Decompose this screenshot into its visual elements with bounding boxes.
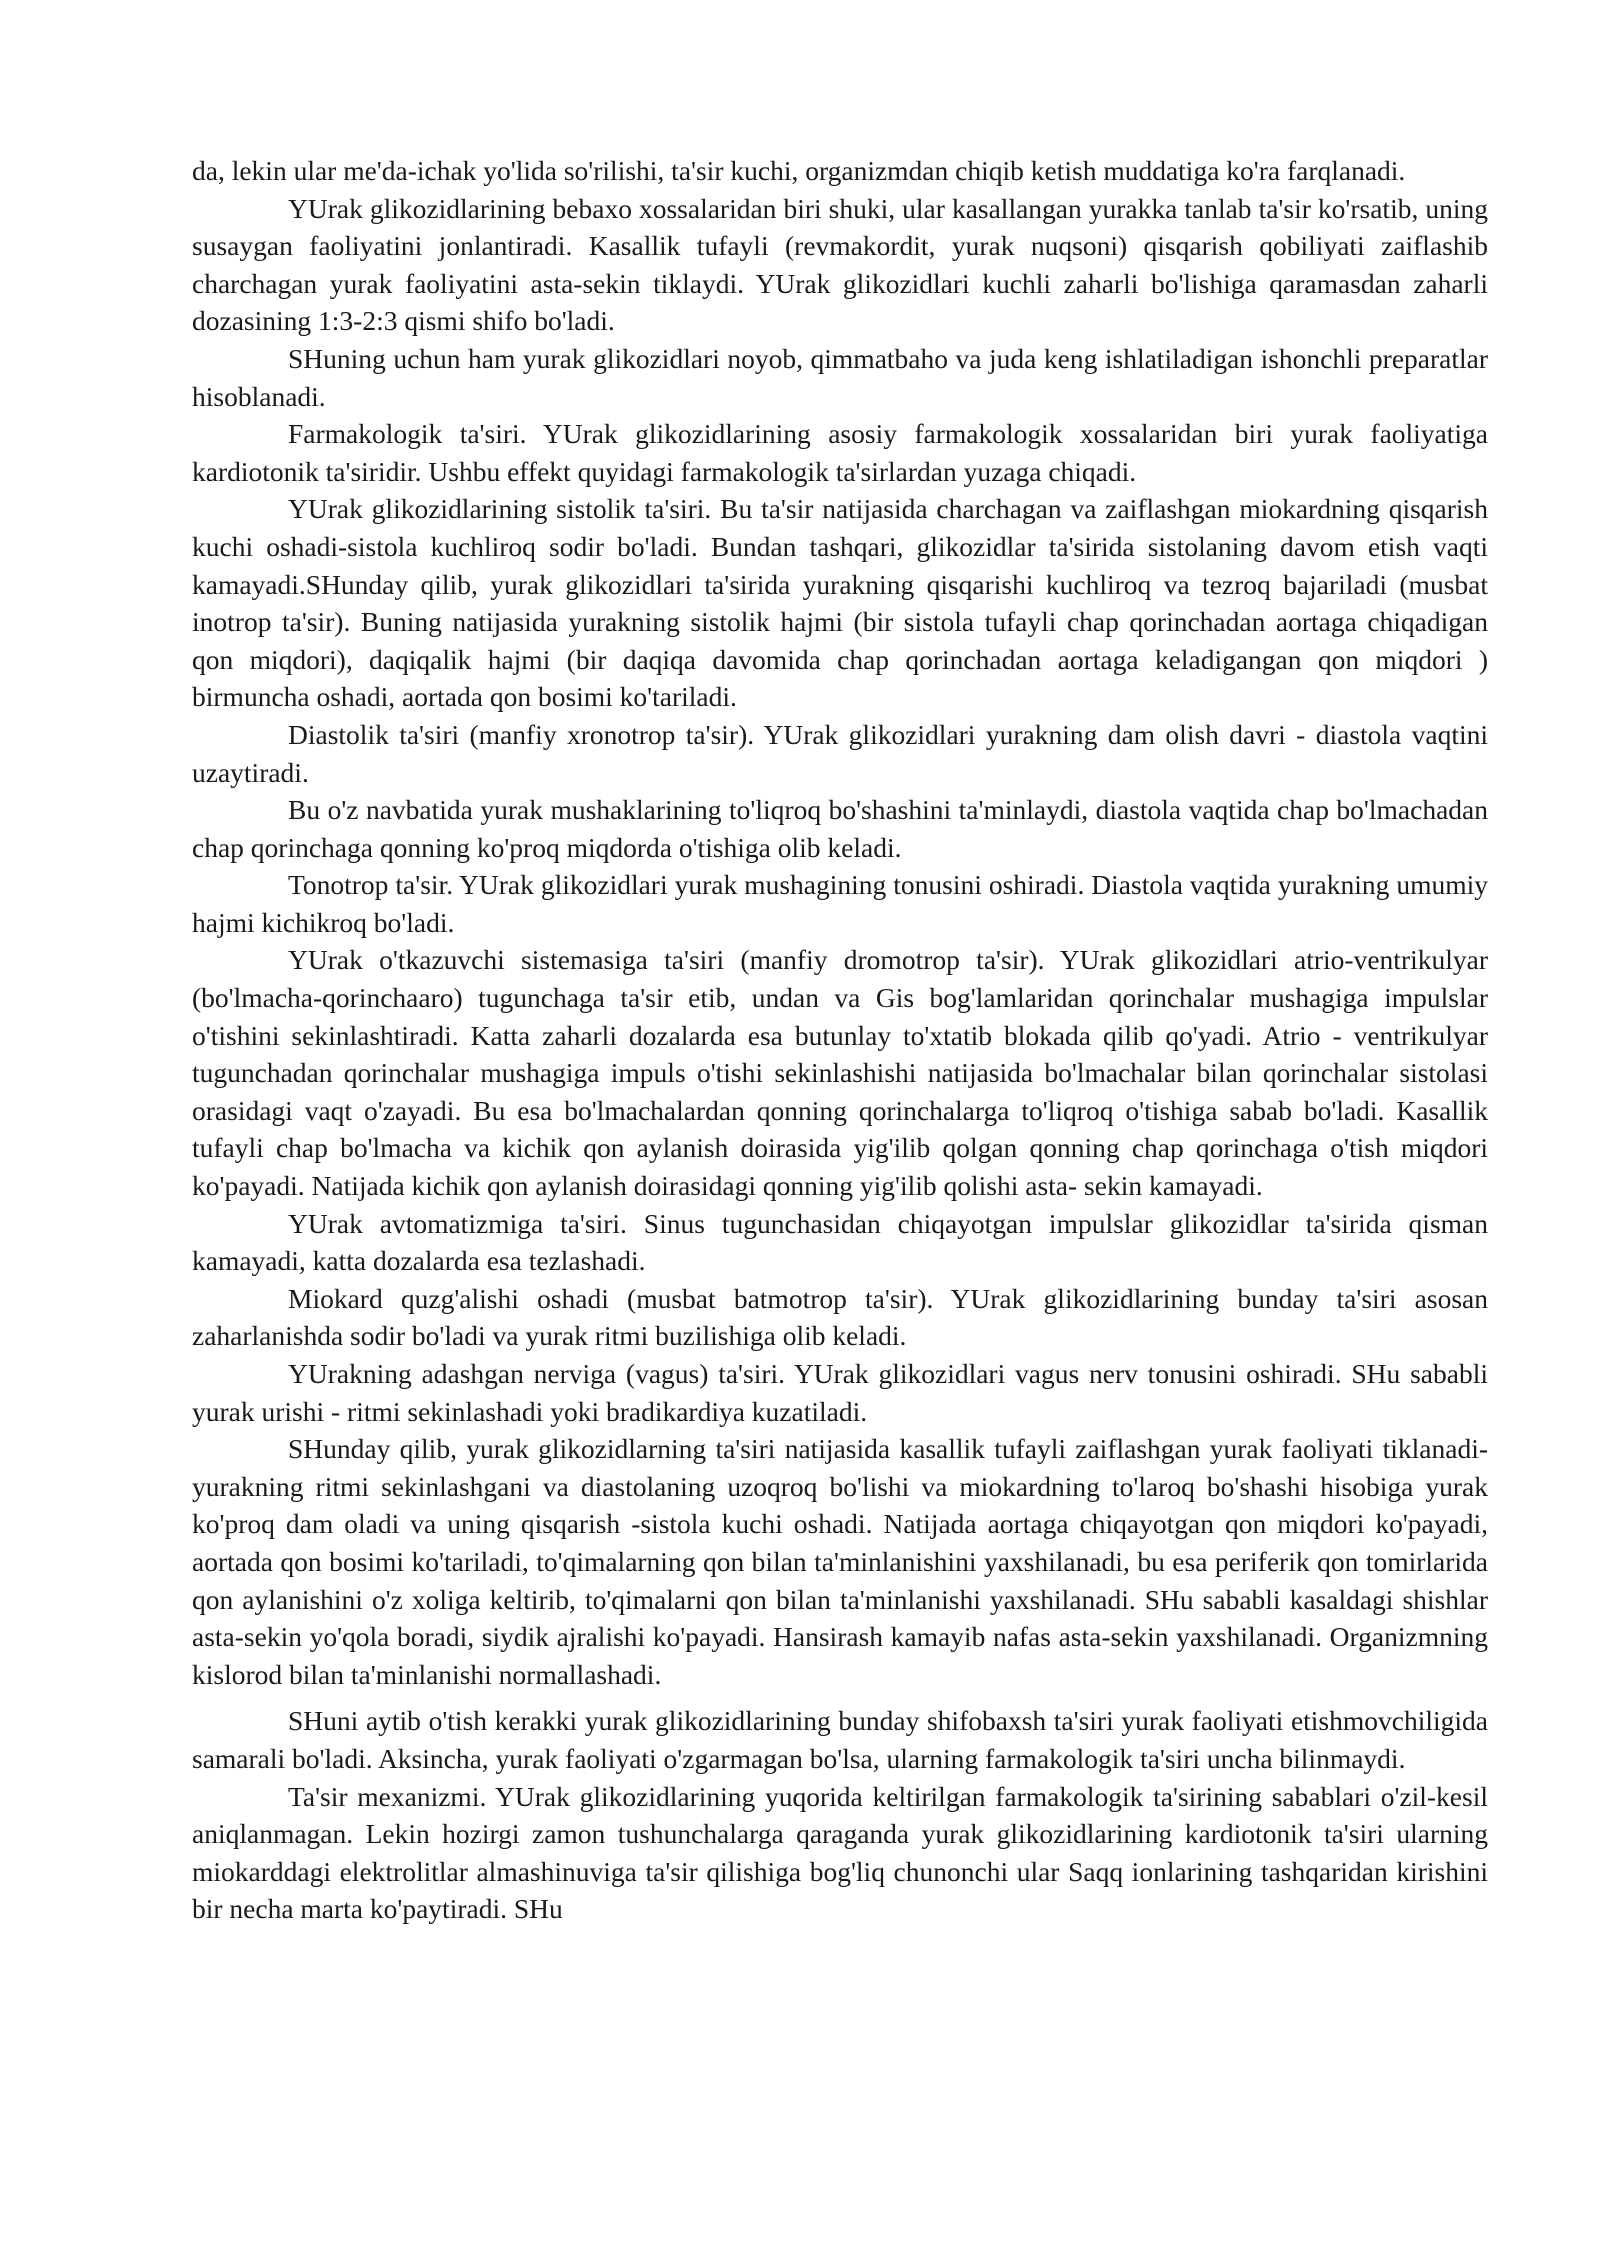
paragraph-7: Bu o'z navbatida yurak mushaklarining to'liqroq bo'shashini ta'minlaydi, diastola vaqtida chap bo'lmachadan chap qorinchaga qonning ko'proq miqdorda o'tishiga olib keladi.	[192, 794, 1488, 863]
paragraph-11: Miokard quzg'alishi oshadi (musbat batmotrop ta'sir). YUrak glikozidlarining bunday ta'siri asosan zaharlanishda sodir bo'ladi va yurak ritmi buzilishiga olib keladi.	[192, 1282, 1488, 1352]
paragraph-3: SHuning uchun ham yurak glikozidlari noyob, qimmatbaho va juda keng ishlatiladigan ishonchli preparatlar hisoblanadi.	[192, 342, 1488, 412]
paragraph-13: SHunday qilib, yurak glikozidlarning ta'siri natijasida kasallik tufayli zaiflashgan yurak faoliyati tiklanadi- yurakning ritmi sekinlashgani va diastolaning uzoqroq bo'lishi va miokardning to'laroq bo'shashi hisobiga yurak ko'proq dam oladi va uning qisqarish -sistola kuchi oshadi. Natijada aortaga chiqayotgan qon miqdori ko'payadi, aortada qon bosimi ko'tariladi, to'qimalarning qon bilan ta'minlanishini yaxshilanadi, bu esa periferik qon tomirlarida qon aylanishini o'z xoliga keltirib, to'qimalarni qon bilan ta'minlanishi yaxshilanadi. SHu sababli kasaldagi shishlar asta-sekin yo'qola boradi, siydik ajralishi ko'payadi. Hansirash kamayib nafas asta-sekin yaxshilanadi. Organizmning kislorod bilan ta'minlanishi normallashadi.	[192, 1433, 1488, 1690]
paragraph-4: Farmakologik ta'siri. YUrak glikozidlarining asosiy farmakologik xossalaridan biri yurak faoliyatiga kardiotonik ta'siridir. Ushbu effekt quyidagi farmakologik ta'sirlardan yuzaga chiqadi.	[192, 418, 1488, 487]
paragraph-2: YUrak glikozidlarining bebaxo xossalaridan biri shuki, ular kasallangan yurakka tanlab ta'sir ko'rsatib, uning susaygan faoliyatini jonlantiradi. Kasallik tufayli (revmakordit, yurak nuqsoni) qisqarish qobiliyati zaiflashib charchagan yurak faoliyatini asta-sekin tiklaydi. YUrak glikozidlari kuchli zaharli bo'lishiga qaramasdan zaharli dozasining 1:3-2:3 qismi shifo bo'ladi.	[192, 192, 1488, 337]
paragraph-9: YUrak o'tkazuvchi sistemasiga ta'siri (manfiy dromotrop ta'sir). YUrak glikozidlari atrio-ventrikulyar (bo'lmacha-qorinchaaro) tugunchaga ta'sir etib, undan va Gis bog'lamlaridan qorinchalar mushagiga impulslar o'tishini sekinlashtiradi. Katta zaharli dozalarda esa butunlay to'xtatib blokada qilib qo'yadi. Atrio - ventrikulyar tugunchadan qorinchalar mushagiga impuls o'tishi sekinlashishi natijasida bo'lmachalar bilan qorinchalar sistolasi orasidagi vaqt o'zayadi. Bu esa bo'lmachalardan qonning qorinchalarga to'liqroq o'tishiga sabab bo'ladi. Kasallik tufayli chap bo'lmacha va kichik qon aylanish doirasida yig'ilib qolgan qonning chap qorinchaga o'tish miqdori ko'payadi. Natijada kichik qon aylanish doirasidagi qonning yig'ilib qolishi asta- sekin kamayadi.	[192, 944, 1488, 1202]
paragraph-6: Diastolik ta'siri (manfiy xronotrop ta'sir). YUrak glikozidlari yurakning dam olish davri - diastola vaqtini uzaytiradi.	[192, 718, 1488, 788]
paragraph-5: YUrak glikozidlarining sistolik ta'siri. Bu ta'sir natijasida charchagan va zaiflashgan miokardning qisqarish kuchi oshadi-sistola kuchliroq sodir bo'ladi. Bundan tashqari, glikozidlar ta'sirida sistolaning davom etish vaqti kamayadi.SHunday qilib, yurak glikozidlari ta'sirida yurakning qisqarishi kuchliroq va tezroq bajariladi (musbat inotrop ta'sir). Buning natijasida yurakning sistolik hajmi (bir sistola tufayli chap qorinchadan aortaga chiqadigan qon miqdori), daqiqalik hajmi (bir daqiqa davomida chap qorinchadan aortaga keladigangan qon miqdori ) birmuncha oshadi, aortada qon bosimi ko'tariladi.	[192, 493, 1488, 713]
paragraph-1: da, lekin ular me'da-ichak yo'lida so'rilishi, ta'sir kuchi, organizmdan chiqib ketish muddatiga ko'ra farqlanadi.	[192, 155, 1406, 186]
paragraph-14: SHuni aytib o'tish kerakki yurak glikozidlarining bunday shifobaxsh ta'siri yurak faoliyati etishmovchiligida samarali bo'ladi. Aksincha, yurak faoliyati o'zgarmagan bo'lsa, ularning farmakologik ta'siri uncha bilinmaydi.	[192, 1705, 1488, 1774]
paragraph-12: YUrakning adashgan nerviga (vagus) ta'siri. YUrak glikozidlari vagus nerv tonusini oshiradi. SHu sababli yurak urishi - ritmi sekinlashadi yoki bradikardiya kuzatiladi.	[192, 1358, 1488, 1427]
paragraph-10: YUrak avtomatizmiga ta'siri. Sinus tugunchasidan chiqayotgan impulslar glikozidlar ta'sirida qisman kamayadi, katta dozalarda esa tezlashadi.	[192, 1207, 1488, 1277]
paragraph-15: Ta'sir mexanizmi. YUrak glikozidlarining yuqorida keltirilgan farmakologik ta'sirining sabablari o'zil-kesil aniqlanmagan. Lekin hozirgi zamon tushunchalarga qaraganda yurak glikozidlarining kardiotonik ta'siri ularning miokarddagi elektrolitlar almashinuviga ta'sir qilishiga bog'liq chunonchi ular Saqq ionlarining tashqaridan kirishini bir necha marta ko'paytiradi. SHu	[192, 1780, 1488, 1925]
document-page	[192, 152, 1488, 1928]
paragraph-8: Tonotrop ta'sir. YUrak glikozidlari yurak mushagining tonusini oshiradi. Diastola vaqtida yurakning umumiy hajmi kichikroq bo'ladi.	[192, 869, 1488, 938]
